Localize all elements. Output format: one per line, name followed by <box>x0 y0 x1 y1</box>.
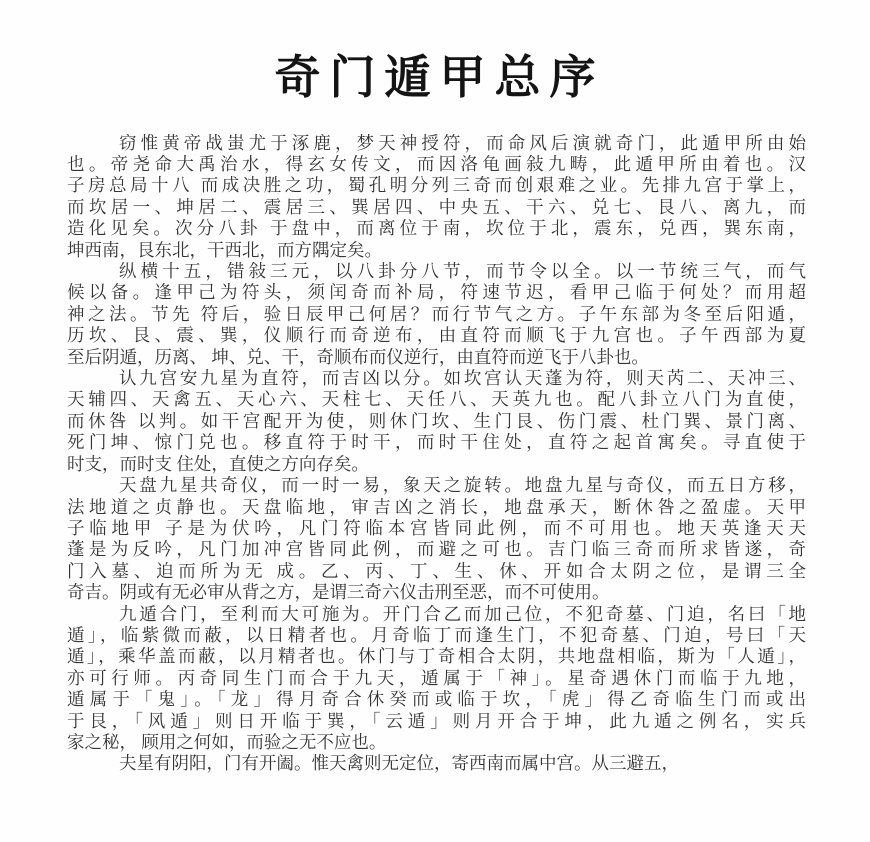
text-line: 九遁合门，至利而大可施为。开门合乙而加己位，不犯奇墓、门迫，名曰「地 <box>119 603 806 624</box>
text-line: 子临地甲 子是为伏吟，凡门符临本宫皆同此例，而不可用也。地天英逢天天 <box>67 517 806 538</box>
text-line: 天盘九星共奇仪，而一时一易，象天之旋转。地盘九星与奇仪，而五日方移， <box>119 475 806 496</box>
paragraph-3 <box>67 368 806 475</box>
text-line: 遁属于「鬼」。「龙」得月奇合休癸而或临于坎，「虎」得乙奇临生门而或出 <box>67 689 806 710</box>
text-line: 门入墓、迫而所为无 成。乙、丙、丁、生、休、开如合太阴之位，是谓三全 <box>67 560 806 581</box>
paragraph-4 <box>67 475 806 603</box>
text-line: 也。帝尧命大禹治水，得玄女传文，而因洛龟画敍九畴，此遁甲所由着也。汉 <box>67 154 806 174</box>
text-line: 夫星有阴阳，门有开阖。惟天禽则无定位，寄西南而属中宫。从三避五， <box>119 753 679 774</box>
text-line: 认九宫安九星为直符，而吉凶以分。如坎宫认天蓬为符，则天芮二、天冲三、 <box>119 368 806 389</box>
text-line: 死门坤、惊门兑也。移直符于时干，而时干住处，直符之起首寓矣。寻直使于 <box>67 432 806 453</box>
text-line: 神之法。节先 符后，验日辰甲己何居？而行节气之方。子午东部为冬至后阳遁， <box>67 303 806 324</box>
text-line: 家之秘， 顾用之何如，而验之无不应也。 <box>67 731 387 752</box>
text-line: 坤西南，艮东北，干西北，而方隅定矣。 <box>67 239 382 260</box>
paragraph-2 <box>67 261 806 368</box>
paragraph-1 <box>67 133 806 261</box>
text-line: 时支，而时支 住处，直使之方向存矣。 <box>67 453 369 474</box>
paragraph-5 <box>67 604 806 754</box>
text-line: 遁」，临紫微而蔽，以日精者也。月奇临丁而逢生门，不犯奇墓、门迫，号曰「天 <box>67 624 806 645</box>
text-line: 历坎、艮、震、巽，仪顺行而奇逆布，由直符而顺飞于九宫也。子午西部为夏 <box>67 325 806 346</box>
text-line: 子房总局十八 而成决胜之功，蜀孔明分列三奇而创艰难之业。先排九宫于掌上， <box>67 175 806 196</box>
page-title: 奇门遁甲总序 <box>274 51 605 103</box>
text-line: 于艮，「风遁」则日开临于巽，「云遁」则月开合于坤，此九遁之例名，实兵 <box>67 710 806 731</box>
text-line: 奇吉。阴或有无必审从背之方，是谓三奇六仪击刑至恶，而不可使用。 <box>67 582 610 603</box>
text-line: 法地道之贞静也。天盘临地，审吉凶之消长，地盘承天，断休咎之盈虚。天甲 <box>67 496 806 517</box>
text-line: 窃惟黄帝战蚩尤于涿鹿，梦天神授符，而命风后演就奇门，此遁甲所由始 <box>119 132 806 153</box>
text-line: 而坎居一、坤居二、震居三、巽居四、中央五、干六、兑七、艮八、离九，而 <box>67 196 806 217</box>
text-line: 造化见矣。次分八卦 于盘中，而离位于南，坎位于北，震东，兑西，巽东南， <box>67 218 806 239</box>
text-line: 纵横十五，错敍三元，以八卦分八节，而节令以全。以一节统三气，而气 <box>119 261 806 282</box>
paragraph-6 <box>67 753 806 774</box>
text-line: 遁」，乘华盖而蔽，以月精者也。休门与丁奇相合太阴，共地盘相临，斯为「人遁」， <box>67 646 806 667</box>
text-line: 而休咎 以判。如干宫配开为使，则休门坎、生门艮、伤门震、杜门巽、景门离、 <box>67 410 806 431</box>
text-line: 天辅四、天禽五、天心六、天柱七、天任八、天英九也。配八卦立八门为直使， <box>67 389 806 410</box>
text-line: 至后阴遁，历离、 坤、兑、干，奇顺布而仪逆行，由直符而逆飞于八卦也。 <box>67 346 649 367</box>
text-line: 蓬是为反吟，凡门加冲宫皆同此例，而避之可也。吉门临三奇而所求皆遂，奇 <box>67 539 806 560</box>
text-line: 候以备。逢甲己为符头，须闰奇而补局，符速节迟，看甲己临于何处？而用超 <box>67 282 806 303</box>
text-line: 亦可行师。丙奇同生门而合于九天，遁属于「神」。星奇遇休门而临于九地， <box>67 667 806 688</box>
document-body <box>67 133 806 775</box>
